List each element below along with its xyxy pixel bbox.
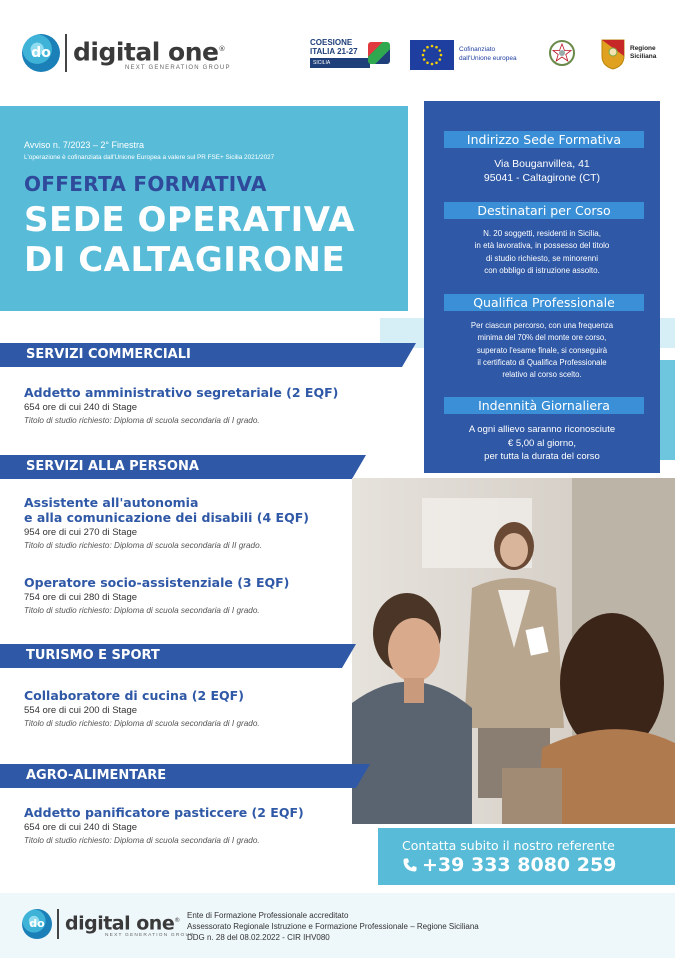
info-text: Per ciascun percorso, con una frequenza <box>470 321 614 330</box>
brand-monogram: do <box>29 917 45 930</box>
course-panificatore-pasticcere <box>24 805 304 845</box>
course-title <box>24 495 309 525</box>
course-collaboratore-cucina <box>24 688 260 728</box>
top-header <box>0 0 675 100</box>
eu-text-line2: dall'Unione europea <box>459 55 517 62</box>
course-segretariale <box>24 385 338 425</box>
info-text: € 5,00 al giorno, <box>507 437 577 449</box>
course-hours: 654 ore di cui 240 di Stage <box>24 822 138 833</box>
info-text: superato l'esame finale, si conseguirà <box>476 345 608 355</box>
footer <box>0 893 675 958</box>
info-text: di studio richiesto, se minorenni <box>485 253 599 263</box>
info-head-indennita: Indennità Giornaliera <box>444 397 644 414</box>
course-requirement: Titolo di studio richiesto: Diploma di scuola secondaria di I grado. <box>24 836 260 845</box>
brand-monogram: do <box>31 45 51 61</box>
eu-text-line1: Cofinanziato <box>459 46 496 53</box>
coesione-line2: ITALIA 21-27 <box>310 47 358 56</box>
logo-divider <box>57 909 59 939</box>
phone-icon <box>402 857 418 873</box>
section-servizi-commerciali: SERVIZI COMMERCIALI <box>0 343 402 367</box>
info-head-destinatari: Destinatari per Corso <box>444 202 644 219</box>
contact-phone-number[interactable]: +39 333 8080 259 <box>422 854 617 876</box>
contact-label: Contatta subito il nostro referente <box>402 838 615 853</box>
course-hours: 554 ore di cui 200 di Stage <box>24 705 138 716</box>
hero-title-line2: DI CALTAGIRONE <box>24 240 346 280</box>
coesione-region: SICILIA <box>310 58 370 68</box>
course-operatore-socio-assistenziale <box>24 575 289 615</box>
footer-line: Assessorato Regionale Istruzione e Formazione Professionale – Regione Siciliana <box>187 922 479 931</box>
course-requirement: Titolo di studio richiesto: Diploma di scuola secondaria di I grado. <box>24 606 260 615</box>
regione-line1: Regione <box>630 45 656 52</box>
course-hours: 954 ore di cui 270 di Stage <box>24 527 138 538</box>
regione-siciliana-text <box>630 45 656 61</box>
brand-tagline: NEXT GENERATION GROUP <box>125 65 231 72</box>
brand-name <box>65 910 195 934</box>
hero-title-line1: SEDE OPERATIVA <box>24 200 356 240</box>
info-text: in età lavorativa, in possesso del titolo <box>474 241 610 251</box>
brand-name <box>73 35 231 66</box>
info-text: A ogni allievo saranno riconosciute <box>468 424 616 435</box>
course-title: Operatore socio-assistenziale (3 EQF) <box>24 575 290 590</box>
coesione-arrow-icon <box>368 42 390 64</box>
info-text: 95041 - Caltagirone (CT) <box>483 172 601 184</box>
course-requirement: Titolo di studio richiesto: Diploma di scuola secondaria di II grado. <box>24 541 262 550</box>
info-text: per tutta la durata del corso <box>484 451 600 462</box>
contact-box[interactable] <box>378 828 675 885</box>
eu-flag-icon <box>410 40 454 70</box>
course-title-line2: e alla comunicazione dei disabili (4 EQF) <box>24 510 309 525</box>
info-body-sede <box>432 157 652 185</box>
brand-registered: ® <box>174 916 180 924</box>
course-hours: 754 ore di cui 280 di Stage <box>24 592 138 603</box>
course-title: Addetto amministrativo segretariale (2 EQF) <box>24 385 339 400</box>
regione-line2: Siciliana <box>630 53 657 60</box>
logo-text <box>65 910 195 938</box>
info-text: relativo al corso scelto. <box>502 370 582 380</box>
section-turismo-e-sport: TURISMO E SPORT <box>0 644 342 668</box>
course-requirement: Titolo di studio richiesto: Diploma di scuola secondaria di I grado. <box>24 719 260 728</box>
info-panel <box>424 101 660 473</box>
footer-accreditation <box>187 910 479 943</box>
footer-brand-logo[interactable] <box>22 909 195 939</box>
hero-funding-note: L'operazione è cofinanziata dall'Unione Europea a valere sul PR FSE+ Sicilia 2021/2027 <box>24 154 275 161</box>
brand-mark-icon <box>22 909 52 939</box>
logo-divider <box>65 34 67 72</box>
info-text: minima del 70% del monte ore corso, <box>477 333 607 343</box>
info-text: il certificato di Qualifica Professionale <box>477 357 607 367</box>
course-title-line1: Assistente all'autonomia <box>24 495 199 510</box>
info-body-qualifica <box>432 320 652 381</box>
brand-tagline: NEXT GENERATION GROUP <box>105 933 195 939</box>
info-text: Via Bouganvillea, 41 <box>494 158 590 170</box>
section-agro-alimentare: AGRO-ALIMENTARE <box>0 764 356 788</box>
contact-phone-link[interactable] <box>402 854 616 876</box>
info-text: N. 20 soggetti, residenti in Sicilia, <box>483 229 601 238</box>
logo-text <box>73 35 231 71</box>
section-servizi-alla-persona: SERVIZI ALLA PERSONA <box>0 455 352 479</box>
course-hours: 654 ore di cui 240 di Stage <box>24 402 138 413</box>
course-assistente-disabili <box>24 495 309 550</box>
regione-siciliana-shield-icon <box>600 38 626 70</box>
info-head-qualifica: Qualifica Professionale <box>444 294 644 311</box>
info-head-sede: Indirizzo Sede Formativa <box>444 131 644 148</box>
coesione-line1: COESIONE <box>310 38 353 47</box>
footer-line: Ente di Formazione Professionale accreditato <box>187 911 349 920</box>
brand-mark-icon <box>22 34 60 72</box>
info-text: con obbligo di istruzione assolto. <box>484 265 600 275</box>
hero-offerta: OFFERTA FORMATIVA <box>24 172 267 196</box>
info-body-indennita <box>432 423 652 464</box>
brand-logo[interactable] <box>22 34 231 72</box>
course-title: Addetto panificatore pasticcere (2 EQF) <box>24 805 304 820</box>
classroom-photo <box>352 478 675 824</box>
brand-registered: ® <box>218 44 225 53</box>
hero-title <box>24 200 355 280</box>
info-body-destinatari <box>432 228 652 277</box>
hero-avviso: Avviso n. 7/2023 – 2° Finestra <box>24 140 145 150</box>
brand-name-text: digital one <box>65 912 175 935</box>
footer-line: DDG n. 28 del 08.02.2022 - CIR IHV080 <box>187 933 330 942</box>
course-requirement: Titolo di studio richiesto: Diploma di scuola secondaria di I grado. <box>24 416 260 425</box>
hero-banner <box>0 106 408 311</box>
italian-republic-emblem-icon <box>548 38 576 70</box>
eu-cofinanced-text <box>459 45 517 63</box>
coesione-italia-logo <box>310 38 390 70</box>
course-title: Collaboratore di cucina (2 EQF) <box>24 688 244 703</box>
brand-name-text: digital one <box>73 37 219 67</box>
